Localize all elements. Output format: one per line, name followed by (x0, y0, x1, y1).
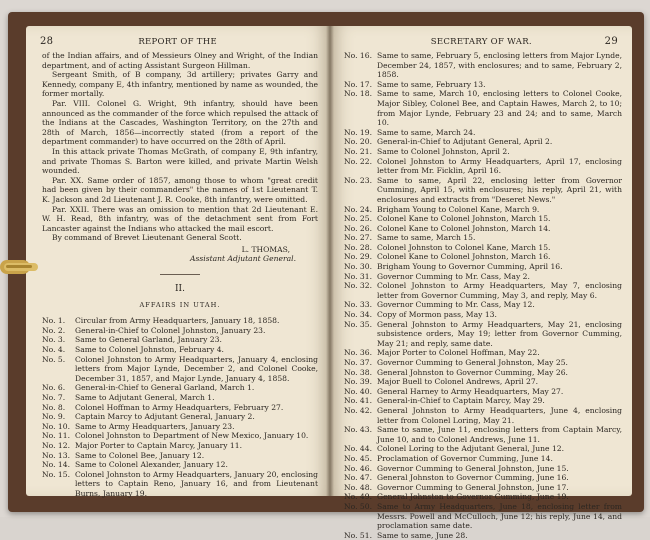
list-item (42, 431, 318, 441)
list-item (344, 531, 622, 540)
entry-number: No. 22. (344, 156, 372, 166)
entry-text: Governor Cumming to General Johnston, June 17. (377, 482, 569, 492)
list-item (42, 345, 318, 355)
list-item (344, 214, 622, 224)
list-item (42, 470, 318, 499)
paragraph: In this attack private Thomas McGrath, of company E, 9th infantry, and private Thomas S. Barton were killed, and private Martin Welsh wounded. (42, 146, 318, 176)
entry-text: General-in-Chief to Captain Marcy, May 29. (377, 396, 545, 406)
list-item (344, 128, 622, 138)
entry-number: No. 45. (344, 453, 372, 463)
list-item (344, 272, 622, 282)
entry-number: No. 41. (344, 396, 372, 406)
paragraph: Par. XXII. There was an omission to mention that 2d Lieutenant E. W. H. Read, 8th infantry, was of the detachment sent from Fort Lancaster against the Indians who attacked the mail escort. (42, 204, 318, 233)
list-item (344, 310, 622, 320)
entry-number: No. 4. (42, 345, 66, 355)
list-item (344, 262, 622, 272)
list-item (344, 80, 622, 90)
entry-number: No. 1. (42, 316, 66, 326)
list-item (42, 451, 318, 461)
right-page (330, 26, 632, 540)
right-page-body (330, 51, 632, 540)
entry-text: Major Porter to Captain Marcy, January 11. (75, 440, 242, 450)
entry-number: No. 19. (344, 127, 372, 137)
entry-text: Same to Colonel Bee, January 12. (75, 450, 205, 460)
entry-number: No. 27. (344, 233, 372, 243)
list-item (42, 316, 318, 326)
entry-number: No. 35. (344, 319, 372, 329)
entry-number: No. 33. (344, 300, 372, 310)
entry-number: No. 42. (344, 405, 372, 415)
entry-number: No. 49. (344, 492, 372, 502)
entry-text: Colonel Kane to Colonel Johnston, March 14. (377, 223, 551, 233)
entry-text: General Johnston to Governor Cumming, May 26. (377, 367, 568, 377)
entry-text: Colonel Kane to Colonel Johnston, March 16. (377, 252, 551, 262)
list-item (344, 483, 622, 493)
entry-text: Colonel Johnston to Colonel Kane, March 15. (377, 242, 551, 252)
list-item (344, 406, 622, 425)
entry-number: No. 21. (344, 146, 372, 156)
entry-number: No. 48. (344, 482, 372, 492)
list-item (344, 89, 622, 127)
list-item (344, 502, 622, 531)
entry-text: Same to Adjutant General, March 1. (75, 393, 215, 402)
entry-text: Same to Army Headquarters, June 18, enclosing letter from Messrs. Powell and McCulloch, June 12; his reply, June 14, and proclamation same date. (377, 501, 622, 531)
entry-text: Same to Colonel Alexander, January 12. (75, 460, 228, 470)
list-item (344, 252, 622, 262)
entry-text: Governor Cumming to General Johnston, May 25. (377, 358, 568, 367)
entry-number: No. 44. (344, 444, 372, 454)
left-running-head (26, 26, 330, 51)
right-entry-list (344, 51, 622, 540)
entry-text: Circular from Army Headquarters, January 18, 1858. (75, 316, 280, 326)
list-item (344, 492, 622, 502)
entry-text: Same to same, June 11, enclosing letters from Captain Marcy, June 10, and to Colonel Andrews, June 11. (377, 425, 622, 444)
entry-text: General Johnston to Governor Cumming, June 16. (377, 473, 569, 483)
entry-number: No. 8. (42, 402, 66, 412)
entry-text: Copy of Mormon pass, May 13. (377, 310, 497, 320)
entry-text: General Johnston to Army Headquarters, May 21, enclosing subsistence orders, May 19; letter from Governor Cumming, May 21; and reply, same date. (377, 319, 622, 348)
left-running-title: REPORT OF THE (138, 37, 217, 47)
entry-number: No. 11. (42, 431, 70, 441)
entry-text: Colonel Johnston to Department of New Mexico, January 10. (75, 431, 309, 441)
entry-text: Same to same, February 5, enclosing letters from Major Lynde, December 24, 1857, with enclosures; and to same, February 2, 1858. (377, 51, 622, 80)
entry-number: No. 29. (344, 252, 372, 262)
list-item (42, 422, 318, 432)
entry-number: No. 5. (42, 354, 66, 364)
entry-number: No. 23. (344, 175, 372, 185)
entry-number: No. 15. (42, 469, 70, 479)
entry-number: No. 20. (344, 137, 372, 147)
entry-text: Governor Cumming to General Johnston, June 15. (377, 463, 569, 473)
entry-text: General-in-Chief to Colonel Johnston, January 23. (75, 325, 266, 335)
entry-number: No. 31. (344, 271, 372, 281)
entry-number: No. 32. (344, 281, 372, 291)
entry-text: Same to Colonel Johnston, April 2. (377, 146, 510, 156)
list-item (344, 377, 622, 387)
entry-number: No. 3. (42, 335, 66, 345)
binder-clip-icon (0, 254, 40, 282)
entry-text: Brigham Young to Governor Cumming, April 16. (377, 262, 563, 272)
paragraph: By command of Brevet Lieutenant General Scott. (52, 233, 242, 243)
list-item (42, 326, 318, 336)
entry-text: Captain Marcy to Adjutant General, January 2. (75, 412, 255, 422)
left-page-number: 28 (40, 36, 54, 47)
list-item (42, 441, 318, 451)
list-item (42, 383, 318, 393)
entry-text: Governor Cumming to Mr. Cass, May 12. (377, 300, 535, 310)
list-item (344, 358, 622, 368)
entry-text: Same to same, February 13. (377, 79, 486, 89)
entry-number: No. 30. (344, 262, 372, 272)
book-gutter (326, 26, 334, 496)
list-item (344, 368, 622, 378)
list-item (344, 137, 622, 147)
list-item (42, 335, 318, 345)
list-item (42, 412, 318, 422)
entry-number: No. 10. (42, 421, 70, 431)
entry-number: No. 28. (344, 242, 372, 252)
entry-number: No. 25. (344, 214, 372, 224)
entry-text: Same to same, April 22, enclosing letter from Governor Cumming, April 15, with enclosures; his reply, April 21, with enclosures and extracts from "Deseret News." (377, 175, 622, 204)
entry-number: No. 40. (344, 386, 372, 396)
list-item (344, 396, 622, 406)
list-item (344, 281, 622, 300)
entry-number: No. 14. (42, 460, 70, 470)
list-item (42, 460, 318, 470)
signature-name: L. THOMAS, (241, 244, 290, 254)
entry-number: No. 47. (344, 473, 372, 483)
entry-text: Governor Cumming to Mr. Cass, May 2. (377, 271, 530, 281)
entry-text: General Johnston to Army Headquarters, June 4, enclosing letter from Colonel Loring, May 21. (377, 405, 622, 425)
list-item (344, 444, 622, 454)
right-running-head (330, 26, 632, 51)
entry-number: No. 50. (344, 501, 372, 511)
entry-number: No. 13. (42, 450, 70, 460)
section-heading: AFFAIRS IN UTAH. (139, 300, 221, 309)
entry-number: No. 17. (344, 79, 372, 89)
entry-number: No. 24. (344, 204, 372, 214)
paragraph: of the Indian affairs, and of Messieurs Olney and Wright, of the Indian department, and of acting Assistant Surgeon Hillman. (42, 51, 318, 70)
right-running-title: SECRETARY OF WAR. (430, 37, 532, 47)
entry-text: Colonel Johnston to Army Headquarters, January 4, enclosing letters from Major Lynde, December 2, and Colonel Cooke, December 31, 1857, and Major Lynde, January 4, 1858. (75, 354, 318, 383)
list-item (42, 355, 318, 384)
list-item (344, 473, 622, 483)
entry-text: Same to same, March 15. (377, 233, 476, 243)
list-item (344, 300, 622, 310)
entry-number: No. 12. (42, 440, 70, 450)
entry-text: Colonel Johnston to Army Headquarters, January 20, enclosing letters to Captain Reno, January 16, and from Lieutenant Burns, January 19. (75, 469, 318, 498)
entry-number: No. 2. (42, 325, 66, 335)
entry-number: No. 46. (344, 463, 372, 473)
entry-text: Same to same, March 24. (377, 127, 476, 137)
entry-text: General-in-Chief to Adjutant General, April 2. (377, 137, 553, 147)
entry-number: No. 9. (42, 412, 66, 422)
list-item (344, 464, 622, 474)
entry-text: General Johnston to Governor Cumming, June 19. (377, 492, 569, 502)
entry-number: No. 18. (344, 89, 372, 99)
entry-text: Brigham Young to Colonel Kane, March 9. (377, 204, 540, 214)
list-item (344, 147, 622, 157)
list-item (344, 320, 622, 349)
left-page-body (26, 51, 330, 499)
list-item (42, 403, 318, 413)
list-item (344, 176, 622, 205)
section-divider (160, 274, 200, 275)
list-item (344, 425, 622, 444)
entry-text: Same to General Garland, January 23. (75, 335, 222, 345)
paragraph: Par. XX. Same order of 1857, among those to whom "great credit had been given by their commanders" the names of 1st Lieutenant T. K. Jackson and 2d Lieutenant J. R. Cooke, 8th infantry, were omitted. (42, 175, 318, 204)
entry-number: No. 39. (344, 377, 372, 387)
entry-text: Major Porter to Colonel Hoffman, May 22. (377, 348, 540, 358)
right-page-number: 29 (604, 36, 618, 47)
list-item (344, 454, 622, 464)
list-item (344, 51, 622, 80)
list-item (344, 205, 622, 215)
list-item (344, 233, 622, 243)
list-item (344, 348, 622, 358)
list-item (344, 224, 622, 234)
entry-text: General Harney to Army Headquarters, May 27. (377, 386, 564, 396)
left-entry-list (42, 316, 318, 498)
entry-number: No. 6. (42, 383, 66, 393)
section-number: II. (175, 284, 185, 295)
entry-number: No. 38. (344, 367, 372, 377)
entry-text: Same to Colonel Johnston, February 4. (75, 345, 224, 355)
entry-number: No. 43. (344, 425, 372, 435)
paragraph: Sergeant Smith, of B company, 3d artillery; privates Garry and Kennedy, company E, 4th infantry, mentioned by name as wounded, the former mortally. (42, 70, 318, 99)
entry-text: Colonel Hoffman to Army Headquarters, February 27. (75, 402, 284, 412)
list-item (344, 243, 622, 253)
entry-number: No. 51. (344, 530, 372, 540)
entry-number: No. 34. (344, 310, 372, 320)
entry-text: Major Buell to Colonel Andrews, April 27. (377, 377, 539, 387)
entry-text: Proclamation of Governor Cumming, June 14. (377, 453, 553, 463)
entry-number: No. 36. (344, 348, 372, 358)
list-item (344, 157, 622, 176)
entry-text: Same to Army Headquarters, January 23. (75, 421, 235, 431)
entry-text: Colonel Kane to Colonel Johnston, March 15. (377, 214, 551, 224)
left-page (26, 26, 330, 496)
list-item (42, 393, 318, 403)
entry-text: Colonel Johnston to Army Headquarters, April 17, enclosing letter from Mr. Ficklin, April 16. (377, 156, 622, 176)
signature-title: Assistant Adjutant General. (189, 254, 296, 264)
entry-text: Same to same, March 10, enclosing letters to Colonel Cooke, Major Sibley, Colonel Bee, and Captain Hawes, March 2, to 10; from Major Lynde, February 23 and 24; and to same, March 10. (377, 89, 622, 128)
entry-number: No. 16. (344, 51, 372, 60)
entry-text: Colonel Loring to the Adjutant General, June 12. (377, 444, 565, 454)
paragraph: Par. VIII. Colonel G. Wright, 9th infantry, should have been announced as the commander of the force which repulsed the attack of the Indians at the Cascades, Washington Territory, on the 27th and 28th of March, 1856—incorrectly stated (from a report of the department commander) to have occurred on the 28th of April. (42, 98, 318, 147)
list-item (344, 387, 622, 397)
entry-number: No. 7. (42, 393, 66, 402)
entry-text: General-in-Chief to General Garland, March 1. (75, 383, 255, 393)
entry-number: No. 26. (344, 223, 372, 233)
entry-text: Colonel Johnston to Army Headquarters, May 7, enclosing letter from Governor Cumming, May 3, and reply, May 6. (377, 281, 622, 300)
entry-text: Same to same, June 28. (377, 530, 468, 540)
entry-number: No. 37. (344, 358, 372, 367)
